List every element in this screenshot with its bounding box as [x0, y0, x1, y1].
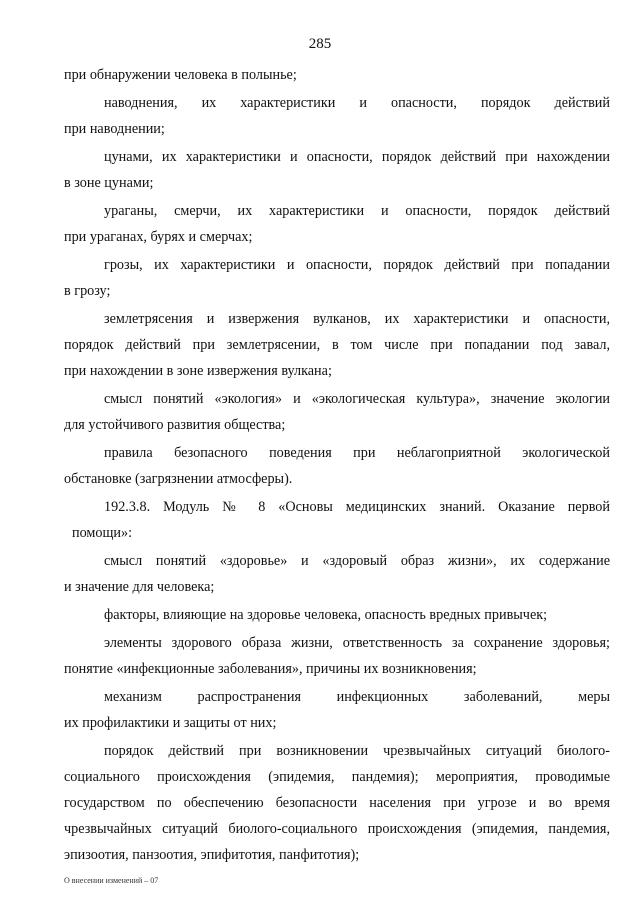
text-line: для устойчивого развития общества;: [64, 417, 286, 433]
text-line: социального происхождения (эпидемия, пандемия); мероприятия, проводимые: [64, 769, 610, 785]
paragraph-infection-spread: [64, 684, 610, 736]
footer-note: О внесении изменений – 07: [64, 876, 159, 885]
paragraph-health-concepts: [64, 548, 610, 600]
text-line: 192.3.8. Модуль № 8 «Основы медицинских знаний. Оказание первой: [104, 499, 610, 515]
text-line: при нахождении в зоне извержения вулкана;: [64, 363, 332, 379]
page-number: 285: [308, 36, 332, 52]
paragraph-health-factors: [64, 602, 610, 628]
document-body: [64, 62, 610, 870]
text-line: обстановке (загрязнении атмосферы).: [64, 471, 293, 487]
text-line: порядок действий при землетрясении, в том числе при попадании под завал,: [64, 337, 610, 353]
paragraph-ecology: [64, 386, 610, 438]
text-line: грозы, их характеристики и опасности, порядок действий при попадании: [104, 257, 610, 273]
text-line: в грозу;: [64, 283, 111, 299]
text-line: эпизоотия, панзоотия, эпифитотия, панфитотия);: [64, 847, 360, 863]
text-line: землетрясения и извержения вулканов, их характеристики и опасности,: [104, 311, 610, 327]
text-line: наводнения, их характеристики и опасности, порядок действий: [104, 95, 610, 111]
text-line: элементы здорового образа жизни, ответственность за сохранение здоровья;: [104, 635, 610, 651]
text-line: их профилактики и защиты от них;: [64, 715, 277, 731]
paragraph-bio-social-emergencies: [64, 738, 610, 868]
paragraph-tsunami: [64, 144, 610, 196]
paragraph-eco-safety: [64, 440, 610, 492]
text-line: помощи»:: [72, 525, 133, 541]
text-line: при обнаружении человека в полынье;: [64, 67, 297, 83]
paragraph-module-8-heading: [64, 494, 610, 546]
paragraph-hurricanes: [64, 198, 610, 250]
text-line: смысл понятий «экология» и «экологическая культура», значение экологии: [104, 391, 610, 407]
paragraph-healthy-lifestyle: [64, 630, 610, 682]
text-line: ураганы, смерчи, их характеристики и опасности, порядок действий: [104, 203, 610, 219]
text-line: при ураганах, бурях и смерчах;: [64, 229, 253, 245]
text-line: механизм распространения инфекционных заболеваний, меры: [104, 689, 610, 705]
paragraph-floods: [64, 90, 610, 142]
text-line: и значение для человека;: [64, 579, 215, 595]
text-line: государством по обеспечению безопасности населения при угрозе и во время: [64, 795, 610, 811]
paragraph-ice-hole: [64, 62, 610, 88]
text-line: смысл понятий «здоровье» и «здоровый образ жизни», их содержание: [104, 553, 610, 569]
text-line: понятие «инфекционные заболевания», причины их возникновения;: [64, 661, 477, 677]
text-line: факторы, влияющие на здоровье человека, опасность вредных привычек;: [104, 607, 548, 623]
text-line: в зоне цунами;: [64, 175, 154, 191]
paragraph-thunderstorms: [64, 252, 610, 304]
text-line: при наводнении;: [64, 121, 165, 137]
text-line: правила безопасного поведения при неблагоприятной экологической: [104, 445, 610, 461]
text-line: цунами, их характеристики и опасности, порядок действий при нахождении: [104, 149, 610, 165]
text-line: чрезвычайных ситуаций биолого-социального происхождения (эпидемия, пандемия,: [64, 821, 610, 837]
text-line: порядок действий при возникновении чрезвычайных ситуаций биолого-: [104, 743, 610, 759]
paragraph-earthquakes: [64, 306, 610, 384]
